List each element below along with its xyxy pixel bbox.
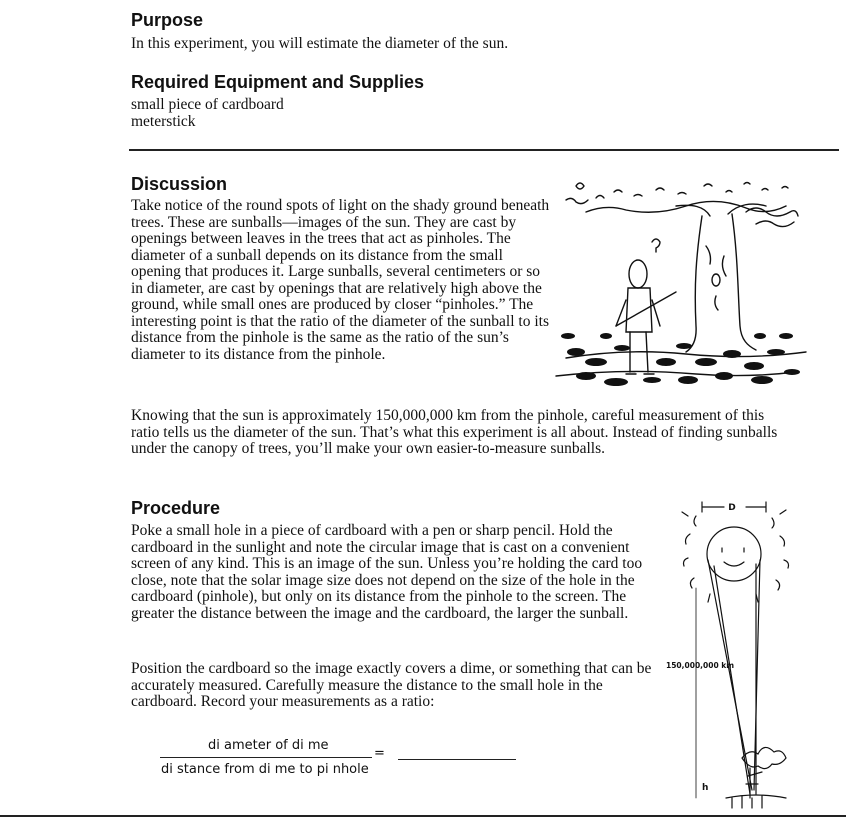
section-divider xyxy=(129,149,839,151)
sun-diameter-label: D xyxy=(728,503,736,513)
purpose-heading: Purpose xyxy=(131,10,204,30)
discussion-heading: Discussion xyxy=(131,174,228,194)
equals-sign: = xyxy=(374,746,385,761)
equipment-item: meterstick xyxy=(131,113,196,130)
sun-distance-label: 150,000,000 km xyxy=(666,661,735,670)
fraction-bar xyxy=(160,757,372,758)
discussion-paragraph-1: Take notice of the round spots of light on the shady ground beneath trees. These are sunballs—images of the sun. They are cast by openings between leaves in the trees that act as pinholes. The diameter of a sunball depends on its distance from the small opening that produces it. Large sunballs, several centimeters or so in diameter, are cast by openings that are relatively high above the ground, while small ones are produced by closer “pinholes.” The interesting point is that the ratio of the diameter of the sunball to its distance from the pinhole is the same as the ratio of the sun’s diameter to its distance from the pinhole. xyxy=(131,197,550,363)
ratio-numerator: di ameter of di me xyxy=(208,738,329,753)
page-bottom-rule xyxy=(0,815,846,817)
purpose-text: In this experiment, you will estimate the diameter of the sun. xyxy=(131,35,509,52)
procedure-heading: Procedure xyxy=(131,498,221,518)
discussion-paragraph-2: Knowing that the sun is approximately 150,000,000 km from the pinhole, careful measurement of this ratio tells us the diameter of the sun. That’s what this experiment is all about. Instead of finding sunballs under the canopy of trees, you’ll make your own easier-to-measure sunballs. xyxy=(131,407,778,457)
image-height-label: h xyxy=(702,783,709,793)
answer-blank[interactable] xyxy=(398,759,516,760)
equipment-item: small piece of cardboard xyxy=(131,96,284,113)
procedure-paragraph-2: Position the cardboard so the image exactly covers a dime, or something that can be accurately measured. Carefully measure the distance to the small hole in the cardboard. Record your measurements as a ratio: xyxy=(131,660,652,710)
ratio-denominator: di stance from di me to pi nhole xyxy=(161,762,369,777)
equipment-heading: Required Equipment and Supplies xyxy=(131,72,425,92)
tree-sunballs-illustration xyxy=(556,176,806,392)
procedure-paragraph-1: Poke a small hole in a piece of cardboard with a pen or sharp pencil. Hold the cardboard in the sunlight and note the circular image that is cast on a convenient screen of any kind. This is an image of the sun. Unless you’re holding the card too close, note that the solar image size does not depend on the size of the hole in the cardboard (pinhole), but only on its distance from the pinhole to the screen. The greater the distance between the image and the cardboard, the larger the sunball. xyxy=(131,522,643,622)
sun-pinhole-diagram xyxy=(662,498,838,814)
